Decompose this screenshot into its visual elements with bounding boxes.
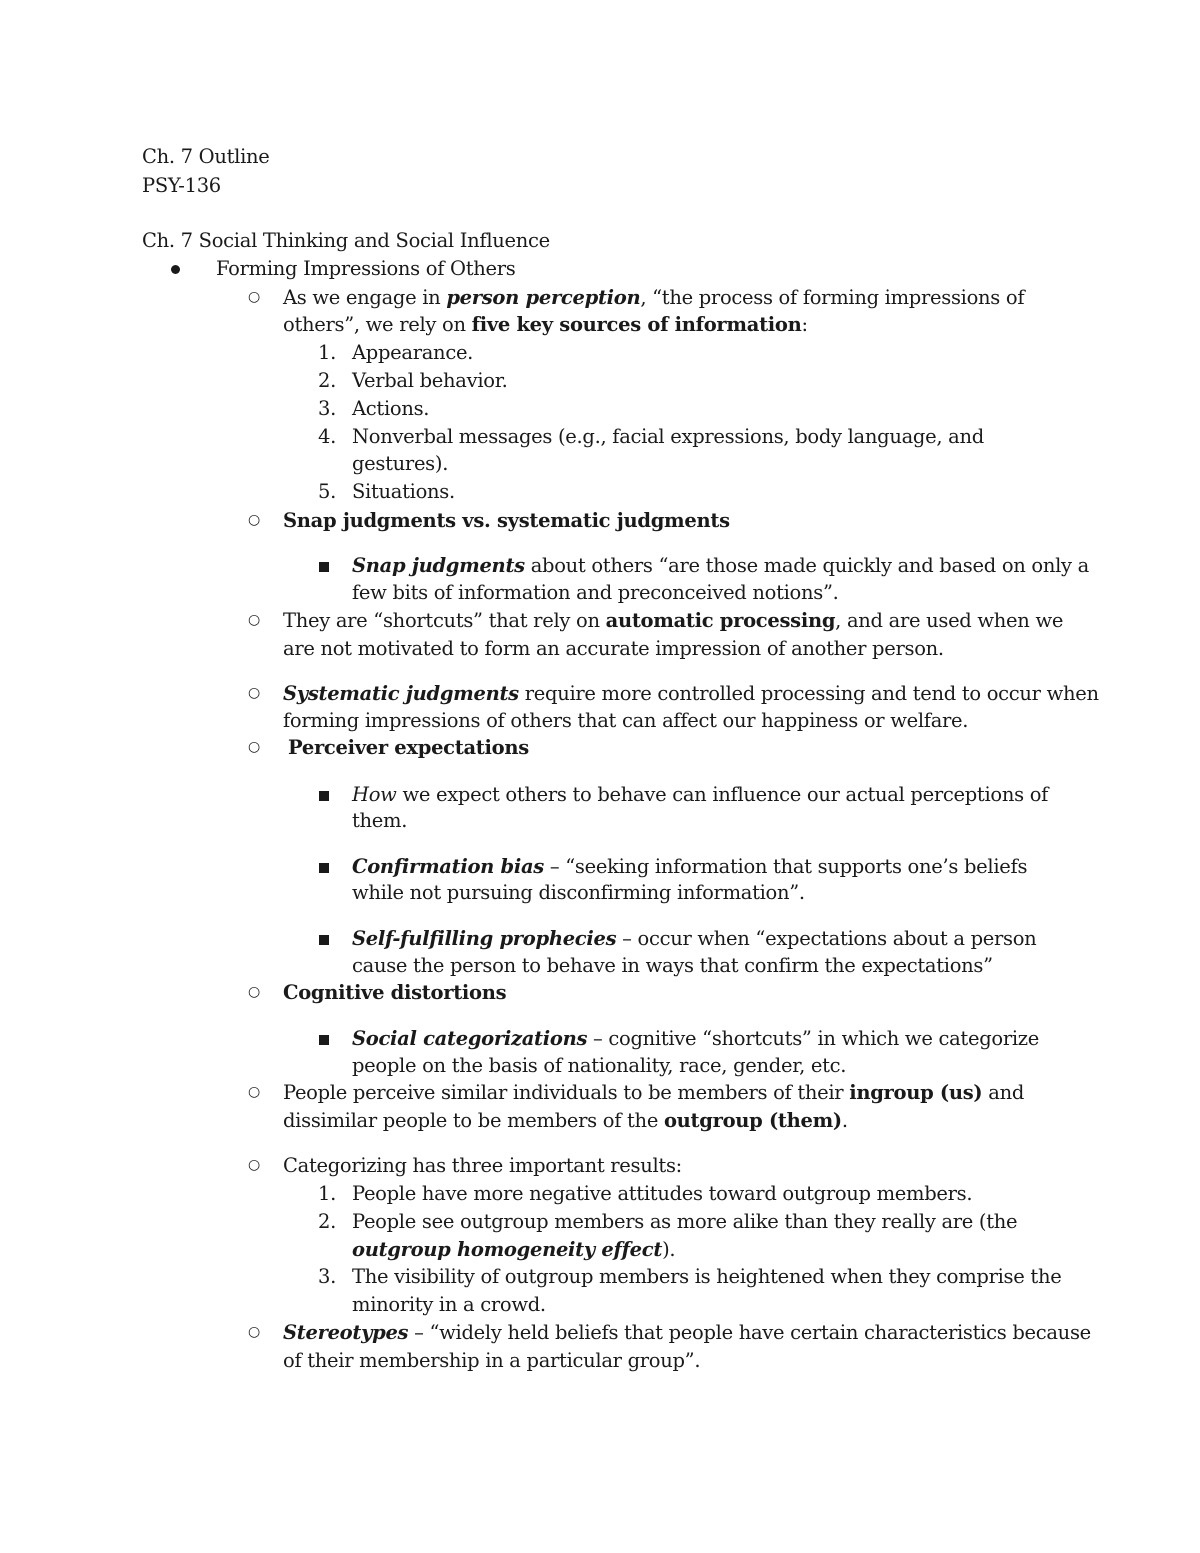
bullet-circle-icon: ○: [248, 685, 260, 701]
subheading-perceiver-expectations: Perceiver expectations: [288, 736, 529, 759]
social-cat-line2: people on the basis of nationality, race, gender, etc.: [352, 1054, 847, 1077]
bullet-circle-icon: ○: [248, 612, 260, 628]
bullet-square-icon: [319, 791, 329, 801]
bullet-square-icon: [319, 1035, 329, 1045]
bullet-circle-icon: ○: [248, 1157, 260, 1173]
list-item: Verbal behavior.: [352, 369, 508, 392]
list-item-cont: minority in a crowd.: [352, 1293, 546, 1316]
bullet-square-icon: [319, 935, 329, 945]
list-item: Nonverbal messages (e.g., facial expressions, body language, and: [352, 425, 984, 448]
self-fulfilling-line1: Self-fulfilling prophecies – occur when “expectations about a person: [352, 927, 1037, 950]
list-number: 3.: [318, 1265, 337, 1288]
list-item: The visibility of outgroup members is heightened when they comprise the: [352, 1265, 1062, 1288]
list-item: Actions.: [352, 397, 430, 420]
course-code: PSY-136: [142, 174, 221, 197]
how-line2: them.: [352, 809, 408, 832]
list-item: Situations.: [352, 480, 455, 503]
list-number: 5.: [318, 480, 337, 503]
list-item-cont: gestures).: [352, 452, 449, 475]
systematic-line2: forming impressions of others that can affect our happiness or welfare.: [283, 709, 969, 732]
stereotypes-line1: Stereotypes – “widely held beliefs that people have certain characteristics because: [283, 1321, 1091, 1344]
list-number: 1.: [318, 1182, 337, 1205]
stereotypes-line2: of their membership in a particular group”.: [283, 1349, 701, 1372]
bullet-circle-icon: ○: [248, 984, 260, 1000]
list-number: 1.: [318, 341, 337, 364]
ingroup-line1: People perceive similar individuals to be members of their ingroup (us) and: [283, 1081, 1025, 1104]
shortcuts-line2: are not motivated to form an accurate impression of another person.: [283, 637, 944, 660]
list-number: 2.: [318, 1210, 337, 1233]
confirmation-line2: while not pursuing disconfirming information”.: [352, 881, 805, 904]
shortcuts-line1: They are “shortcuts” that rely on automatic processing, and are used when we: [283, 609, 1064, 632]
list-item: Appearance.: [352, 341, 474, 364]
snap-def-line1: Snap judgments about others “are those made quickly and based on only a: [352, 554, 1089, 577]
bullet-square-icon: [319, 863, 329, 873]
person-perception-line1: As we engage in person perception, “the process of forming impressions of: [283, 286, 1025, 309]
subheading-cognitive-distortions: Cognitive distortions: [283, 981, 507, 1004]
bullet-disc-icon: [171, 265, 180, 274]
list-number: 3.: [318, 397, 337, 420]
section-heading: Forming Impressions of Others: [216, 257, 516, 280]
confirmation-line1: Confirmation bias – “seeking information that supports one’s beliefs: [352, 855, 1028, 878]
chapter-title: Ch. 7 Social Thinking and Social Influence: [142, 229, 550, 252]
list-number: 4.: [318, 425, 337, 448]
categorizing-text: Categorizing has three important results:: [283, 1154, 682, 1177]
list-item-cont: outgroup homogeneity effect).: [352, 1238, 676, 1261]
systematic-line1: Systematic judgments require more controlled processing and tend to occur when: [283, 682, 1099, 705]
person-perception-line2: others”, we rely on five key sources of information:: [283, 313, 808, 336]
social-cat-line1: Social categorizations – cognitive “shortcuts” in which we categorize: [352, 1027, 1039, 1050]
outline-heading: Ch. 7 Outline: [142, 145, 270, 168]
list-number: 2.: [318, 369, 337, 392]
list-item: People have more negative attitudes toward outgroup members.: [352, 1182, 973, 1205]
self-fulfilling-line2: cause the person to behave in ways that confirm the expectations”: [352, 954, 993, 977]
bullet-circle-icon: ○: [248, 739, 260, 755]
subheading-snap-vs-systematic: Snap judgments vs. systematic judgments: [283, 509, 730, 532]
snap-def-line2: few bits of information and preconceived notions”.: [352, 581, 839, 604]
bullet-circle-icon: ○: [248, 512, 260, 528]
bullet-square-icon: [319, 562, 329, 572]
bullet-circle-icon: ○: [248, 1324, 260, 1340]
ingroup-line2: dissimilar people to be members of the outgroup (them).: [283, 1109, 848, 1132]
bullet-circle-icon: ○: [248, 1084, 260, 1100]
bullet-circle-icon: ○: [248, 289, 260, 305]
list-item: People see outgroup members as more alike than they really are (the: [352, 1210, 1018, 1233]
how-line1: How we expect others to behave can influence our actual perceptions of: [352, 783, 1049, 806]
